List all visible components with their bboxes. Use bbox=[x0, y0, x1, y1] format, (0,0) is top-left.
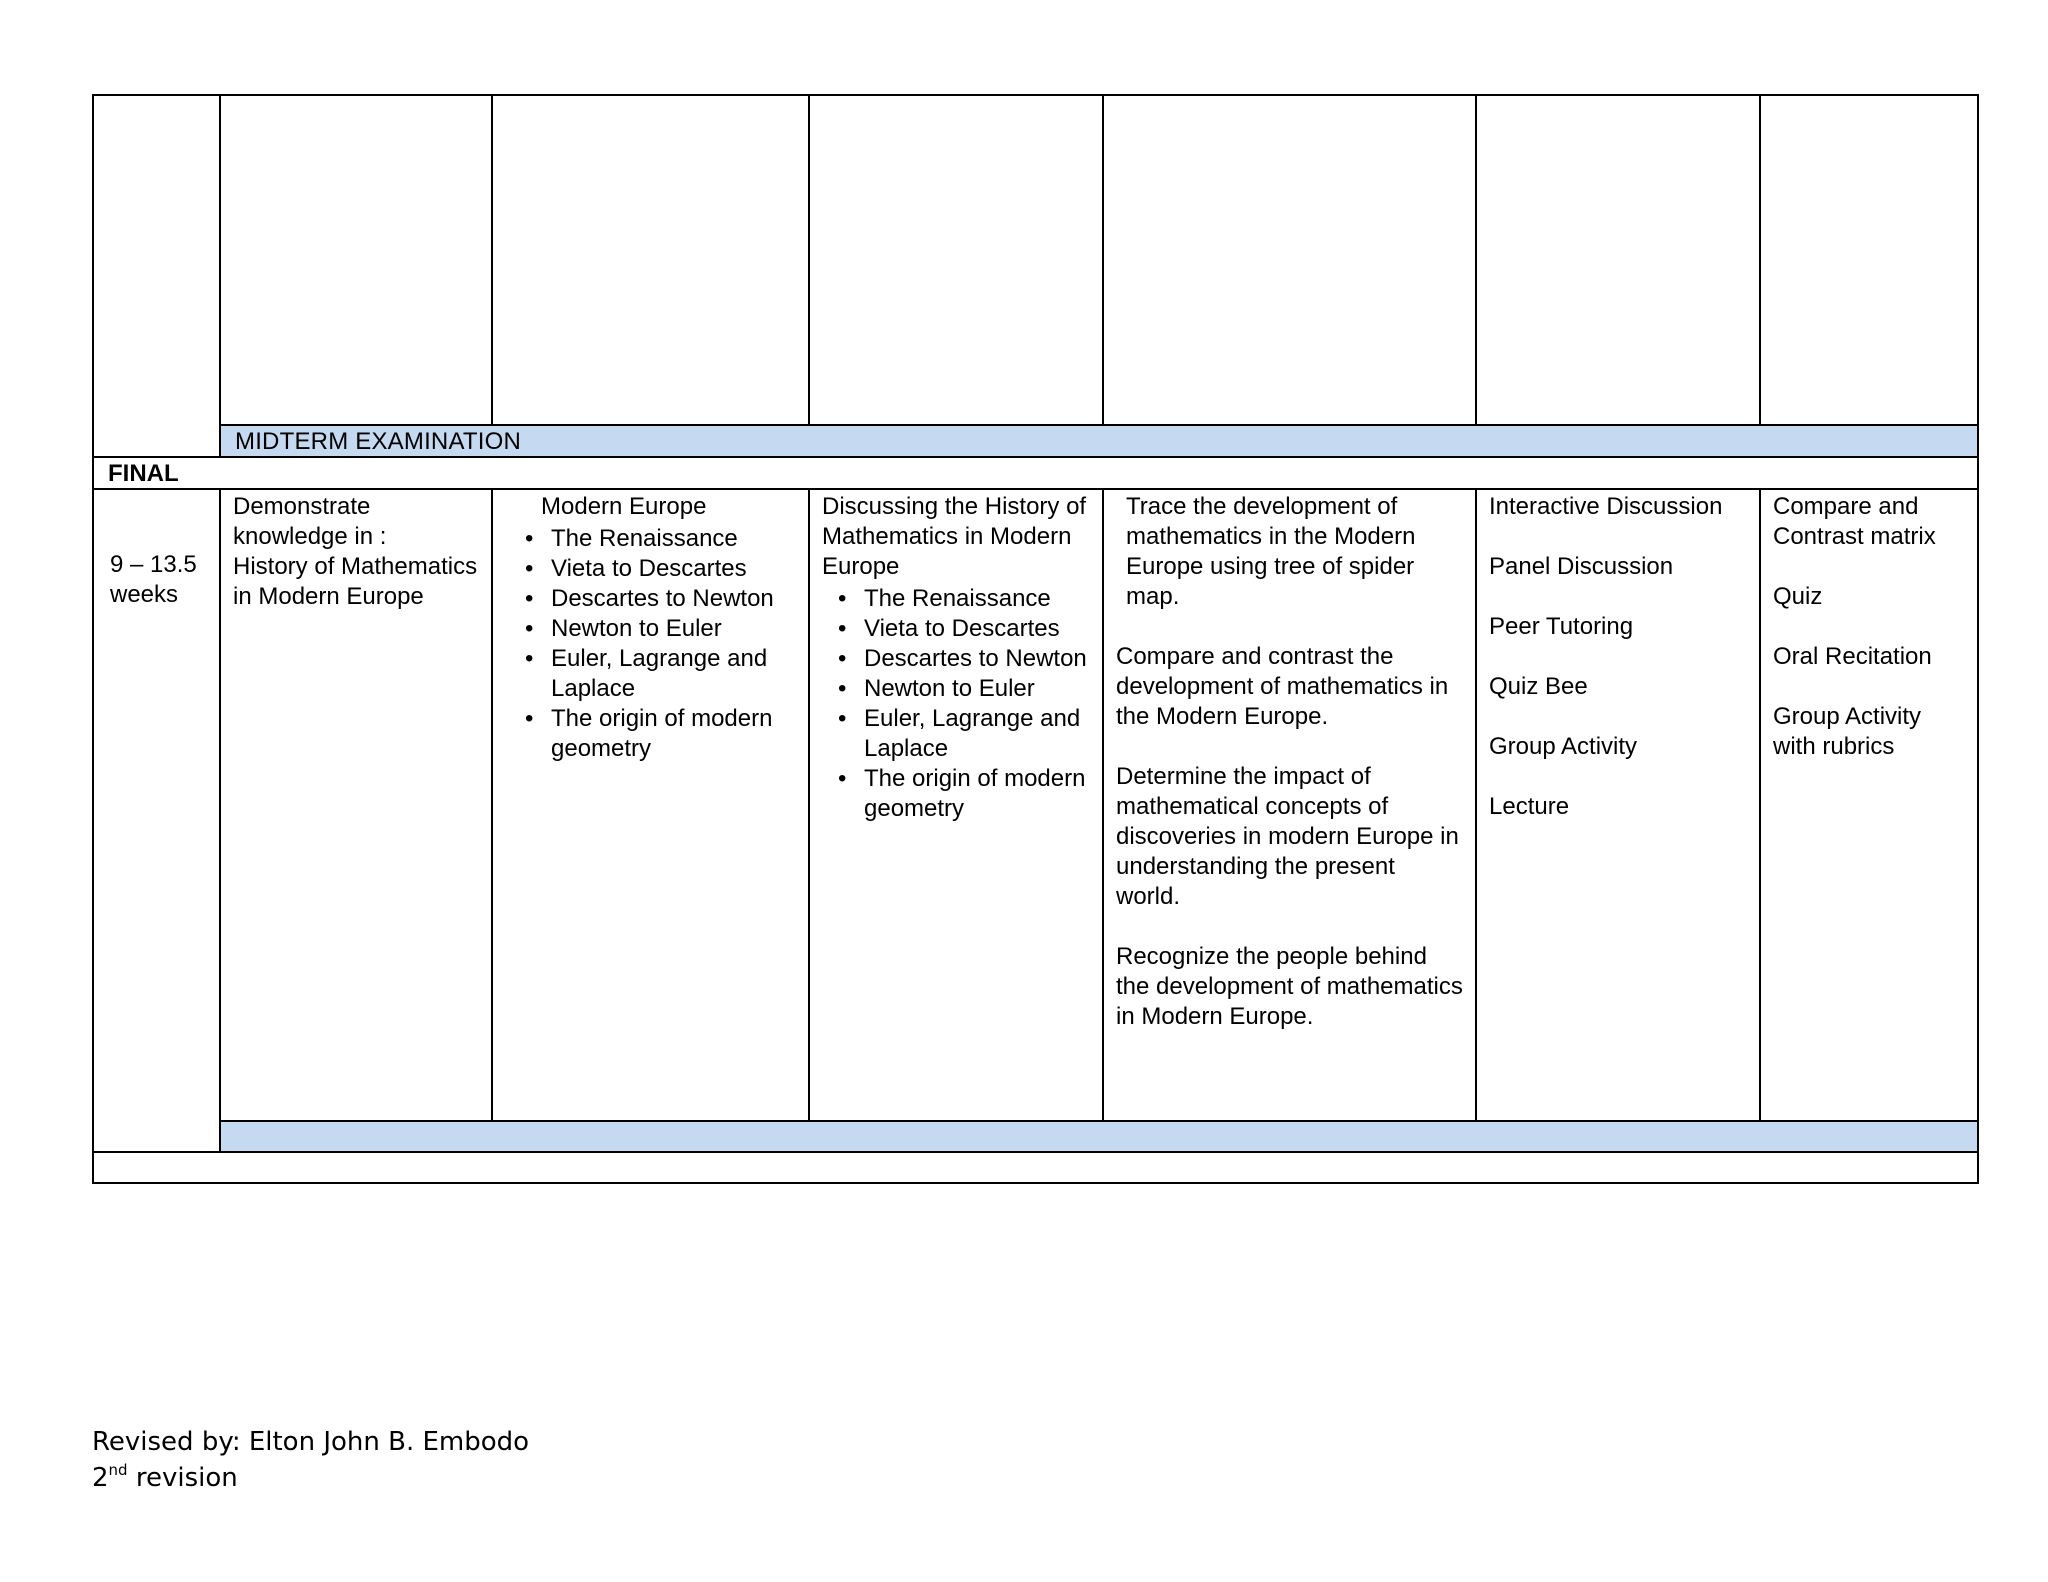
empty-cell bbox=[1103, 95, 1476, 425]
final-band-row bbox=[93, 1121, 1978, 1152]
empty-continuation-row bbox=[93, 95, 1978, 425]
method-item: Panel Discussion bbox=[1489, 553, 1674, 580]
midterm-band bbox=[220, 425, 1978, 457]
list-item: • Vieta to Descartes bbox=[551, 554, 798, 584]
list-item: • The origin of modern geometry bbox=[551, 704, 798, 764]
weeks-text: 9 – 13.5 weeks bbox=[110, 551, 197, 608]
assessment-cell bbox=[1760, 489, 1978, 1121]
method-item: Lecture bbox=[1489, 793, 1570, 820]
final-header-row bbox=[93, 457, 1978, 489]
list-item: • Descartes to Newton bbox=[864, 644, 1092, 674]
final-band bbox=[220, 1121, 1978, 1152]
list-item: • Newton to Euler bbox=[551, 614, 798, 644]
revision-number: 2 bbox=[92, 1463, 109, 1493]
assessment-item: Oral Recitation bbox=[1773, 643, 1932, 670]
assessment-item: Compare and Contrast matrix bbox=[1773, 493, 1936, 550]
assessment bbox=[1761, 490, 1977, 762]
list-item: • Euler, Lagrange and Laplace bbox=[551, 644, 798, 704]
topic-list bbox=[517, 524, 798, 764]
objectives-cell bbox=[1103, 489, 1476, 1121]
revision-footer bbox=[92, 1424, 529, 1496]
list-item: • Vieta to Descartes bbox=[864, 614, 1092, 644]
outcome-line: Demonstrate knowledge in : bbox=[233, 493, 387, 550]
activity-list bbox=[830, 584, 1092, 824]
final-label: FINAL bbox=[108, 460, 179, 487]
objective-paragraph: Compare and contrast the development of mathematics in the Modern Europe. bbox=[1116, 643, 1449, 730]
assessment-item: Quiz bbox=[1773, 583, 1823, 610]
learning-outcomes-cell bbox=[220, 489, 492, 1121]
final-header-cell bbox=[93, 457, 1978, 489]
list-item: • The origin of modern geometry bbox=[864, 764, 1092, 824]
midterm-row bbox=[93, 425, 1978, 457]
method-item: Group Activity bbox=[1489, 733, 1638, 760]
revision-note bbox=[92, 1460, 529, 1496]
empty-cell bbox=[1476, 95, 1760, 425]
method-item: Quiz Bee bbox=[1489, 673, 1588, 700]
activity-heading: Discussing the History of Mathematics in Modern Europe bbox=[822, 493, 1087, 580]
objective-paragraph: Trace the development of mathematics in the Modern Europe using tree of spider map. bbox=[1126, 493, 1416, 610]
methods-cell bbox=[1476, 489, 1760, 1121]
objective-paragraph: Determine the impact of mathematical concepts of discoveries in modern Europe in understanding the present world. bbox=[1116, 763, 1459, 910]
topic-cell bbox=[492, 489, 809, 1121]
objective-paragraph: Recognize the people behind the development of mathematics in Modern Europe. bbox=[1116, 943, 1463, 1030]
learning-outcomes bbox=[221, 490, 491, 612]
assessment-item: Group Activity with rubrics bbox=[1773, 703, 1922, 760]
bottom-empty-row bbox=[93, 1152, 1978, 1183]
empty-cell bbox=[220, 95, 492, 425]
empty-cell bbox=[809, 95, 1103, 425]
weeks-cell bbox=[93, 489, 220, 1152]
empty-cell bbox=[1760, 95, 1978, 425]
list-item: • Newton to Euler bbox=[864, 674, 1092, 704]
list-item: • The Renaissance bbox=[864, 584, 1092, 614]
objectives bbox=[1104, 490, 1475, 1032]
list-item: • Euler, Lagrange and Laplace bbox=[864, 704, 1092, 764]
bottom-empty-cell bbox=[93, 1152, 1978, 1183]
midterm-label: MIDTERM EXAMINATION bbox=[235, 428, 522, 455]
empty-cell bbox=[492, 95, 809, 425]
topic-heading: Modern Europe bbox=[541, 493, 707, 520]
final-content-row bbox=[93, 489, 1978, 1121]
method-item: Interactive Discussion bbox=[1489, 493, 1723, 520]
method-item: Peer Tutoring bbox=[1489, 613, 1634, 640]
list-item: • The Renaissance bbox=[551, 524, 798, 554]
list-item: • Descartes to Newton bbox=[551, 584, 798, 614]
outcome-line: History of Mathematics in Modern Europe bbox=[233, 553, 478, 610]
empty-weeks-cell bbox=[93, 95, 220, 457]
methods bbox=[1477, 490, 1759, 822]
revision-word: revision bbox=[127, 1463, 238, 1493]
teaching-activity-cell bbox=[809, 489, 1103, 1121]
revision-suffix: nd bbox=[108, 1461, 128, 1479]
revised-by-text: Revised by: Elton John B. Embodo bbox=[92, 1427, 530, 1457]
syllabus-table bbox=[92, 94, 1979, 1184]
